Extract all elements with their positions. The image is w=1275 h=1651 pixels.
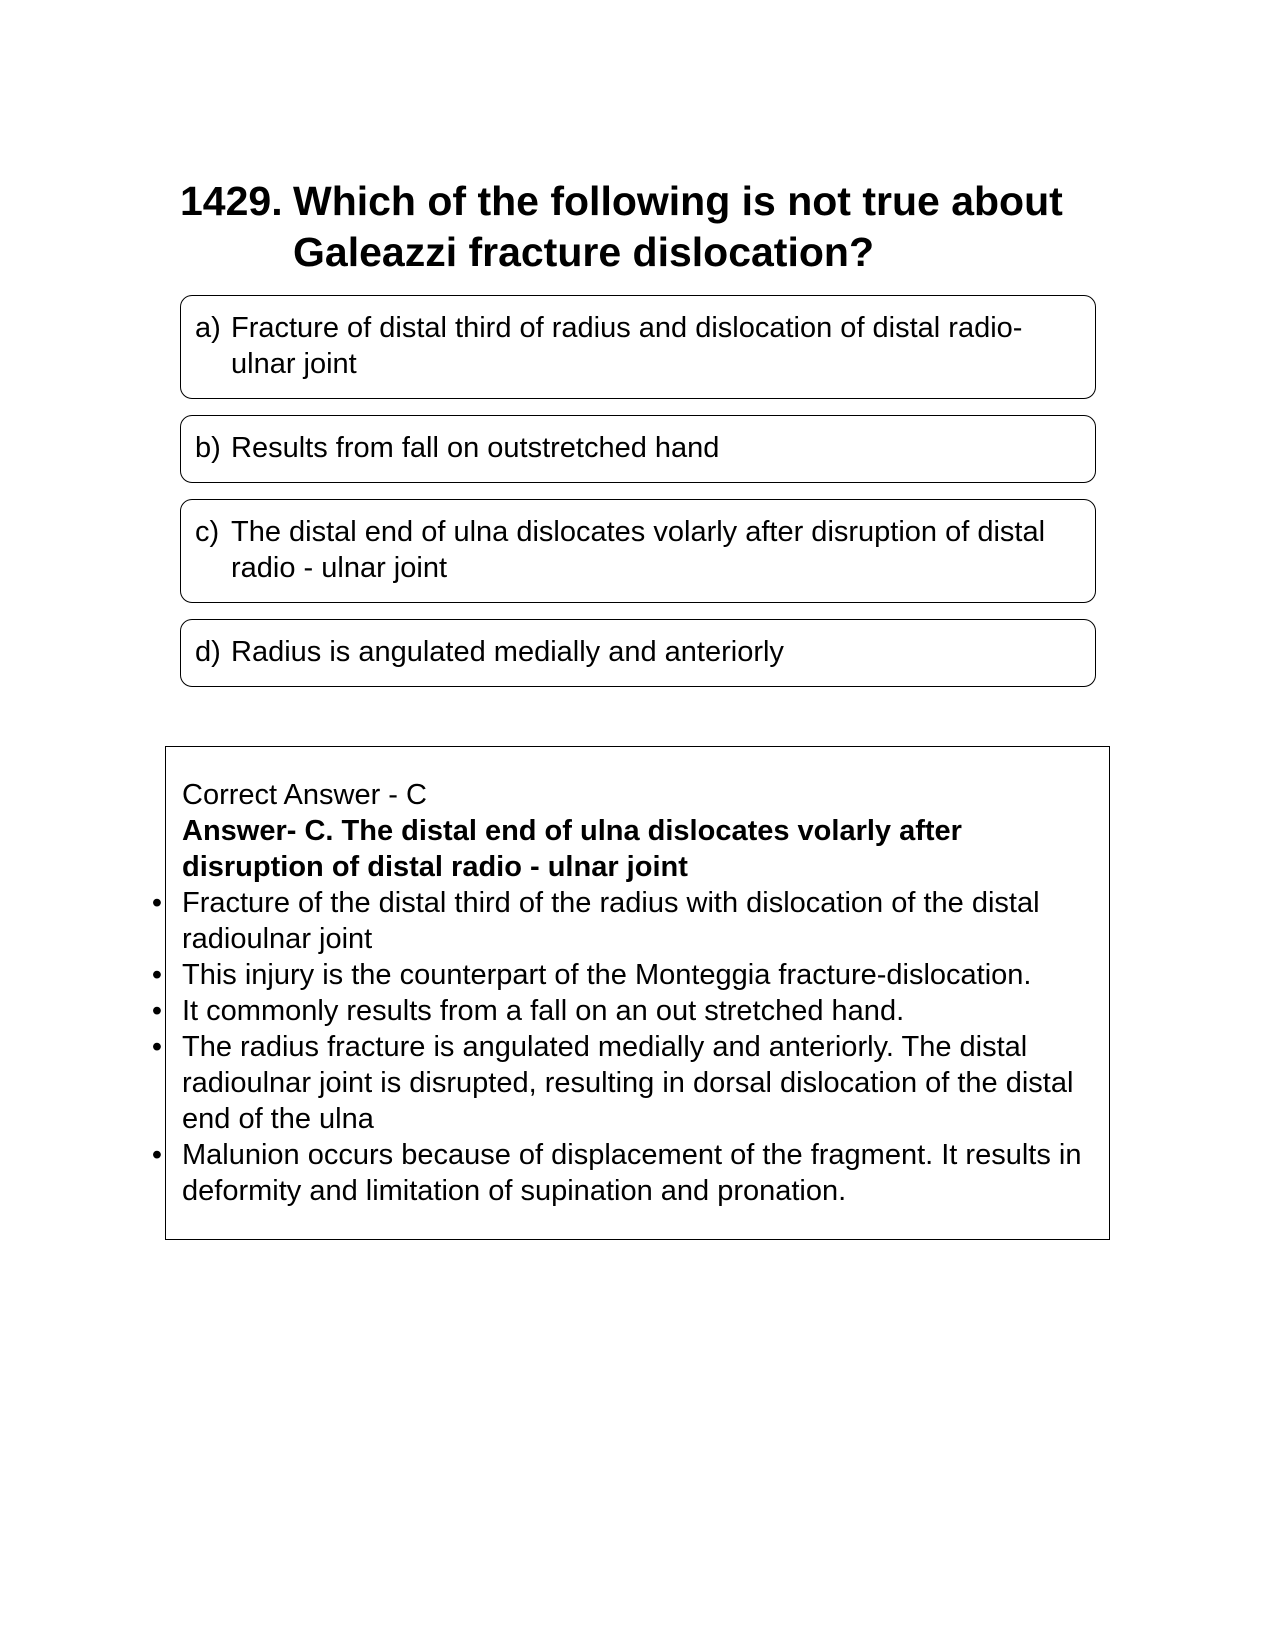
option-letter: d) bbox=[195, 636, 221, 668]
list-item-text: Malunion occurs because of displacement of the fragment. It results in deformity and limitation of supination and pronation. bbox=[182, 1139, 1082, 1207]
bullet-icon: • bbox=[151, 887, 163, 919]
answer-explanation-box bbox=[151, 746, 1110, 1240]
list-item bbox=[151, 1029, 1095, 1137]
question-number: 1429. bbox=[180, 178, 283, 224]
bullet-icon: • bbox=[151, 959, 163, 991]
list-item bbox=[151, 957, 1095, 993]
option-letter: b) bbox=[195, 432, 221, 464]
list-item bbox=[151, 1137, 1095, 1209]
list-item-text: Fracture of the distal third of the radius with dislocation of the distal radioulnar joint bbox=[182, 887, 1040, 955]
question-text: Which of the following is not true about Galeazzi fracture dislocation? bbox=[293, 178, 1063, 275]
correct-answer-label: Correct Answer - C bbox=[182, 779, 427, 811]
list-item-text: This injury is the counterpart of the Monteggia fracture-dislocation. bbox=[182, 959, 1032, 991]
bullet-icon: • bbox=[151, 995, 163, 1027]
option-c[interactable] bbox=[180, 499, 1096, 603]
option-b[interactable] bbox=[180, 415, 1096, 483]
option-a[interactable] bbox=[180, 295, 1096, 399]
list-item bbox=[151, 885, 1095, 957]
answer-title: Answer- C. The distal end of ulna dislocates volarly after disruption of distal radio - ulnar joint bbox=[182, 815, 962, 883]
list-item-text: The radius fracture is angulated medially and anteriorly. The distal radioulnar joint is disrupted, resulting in dorsal dislocation of the distal end of the ulna bbox=[182, 1031, 1074, 1135]
option-letter: a) bbox=[195, 312, 221, 344]
option-text: The distal end of ulna dislocates volarly after disruption of distal radio - ulnar joint bbox=[231, 516, 1046, 584]
list-item-text: It commonly results from a fall on an out stretched hand. bbox=[182, 995, 905, 1027]
bullet-icon: • bbox=[151, 1031, 163, 1063]
explanation-list bbox=[151, 885, 1095, 1209]
question-heading bbox=[180, 176, 1100, 278]
option-d[interactable] bbox=[180, 619, 1096, 687]
option-letter: c) bbox=[195, 516, 220, 548]
option-text: Results from fall on outstretched hand bbox=[231, 432, 720, 464]
bullet-icon: • bbox=[151, 1139, 163, 1171]
option-text: Fracture of distal third of radius and dislocation of distal radio-ulnar joint bbox=[231, 312, 1023, 380]
list-item bbox=[151, 993, 1095, 1029]
option-text: Radius is angulated medially and anteriorly bbox=[231, 636, 784, 668]
